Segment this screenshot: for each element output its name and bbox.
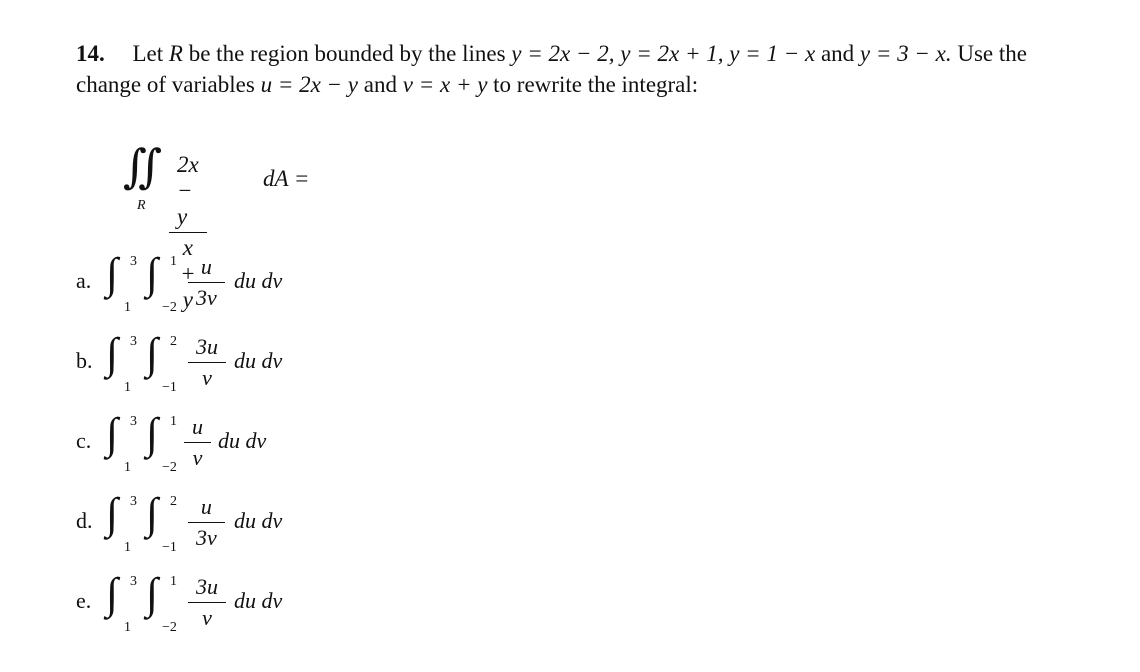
problem-text-1: Let <box>132 41 164 66</box>
option-label: b. <box>76 348 93 373</box>
option-label: e. <box>76 588 92 613</box>
problem-statement <box>76 38 1066 100</box>
problem-number: 14. <box>76 41 105 66</box>
outer-lower: 1 <box>124 380 131 395</box>
option-denominator: 3v <box>188 522 225 551</box>
inner-integral-sign: ∫ <box>146 329 159 378</box>
inner-lower: −2 <box>162 300 177 315</box>
inner-upper: 1 <box>170 414 177 429</box>
problem-text-3: Use the change of variables <box>76 41 1027 97</box>
option-fraction <box>188 414 207 471</box>
outer-integral-sign: ∫ <box>106 409 119 458</box>
inner-lower: −2 <box>162 460 177 475</box>
line-2: y = 2x + 1, <box>620 41 724 66</box>
outer-integral-sign: ∫ <box>106 489 119 538</box>
outer-upper: 3 <box>130 254 137 269</box>
option-label: d. <box>76 508 93 533</box>
option-denominator: 3v <box>188 282 225 311</box>
outer-integral-sign: ∫ <box>106 329 119 378</box>
inner-lower: −1 <box>162 540 177 555</box>
outer-lower: 1 <box>124 460 131 475</box>
integral-tail: dA = <box>263 166 310 191</box>
option-tail: du dv <box>234 508 283 533</box>
outer-integral-sign: ∫ <box>106 249 119 298</box>
option[interactable] <box>76 328 496 398</box>
inner-upper: 1 <box>170 574 177 589</box>
line-3: y = 1 − x <box>729 41 816 66</box>
problem-text-4: to rewrite the integral: <box>493 72 699 97</box>
outer-upper: 3 <box>130 334 137 349</box>
outer-lower: 1 <box>124 300 131 315</box>
option-denominator: v <box>188 602 226 631</box>
option-tail: du dv <box>234 588 283 613</box>
integrand-numerator: 2x − y <box>177 152 199 229</box>
option-numerator: 3u <box>196 574 218 599</box>
option-fraction <box>192 254 221 311</box>
option-tail: du dv <box>218 428 267 453</box>
option-fraction <box>192 574 222 631</box>
outer-lower: 1 <box>124 620 131 635</box>
and-word-2: and <box>363 72 397 97</box>
outer-upper: 3 <box>130 574 137 589</box>
inner-lower: −2 <box>162 620 177 635</box>
region-var: R <box>168 41 183 66</box>
double-integral-sign: ∬ <box>123 141 163 192</box>
option-numerator: u <box>200 494 212 519</box>
inner-upper: 1 <box>170 254 177 269</box>
outer-lower: 1 <box>124 540 131 555</box>
option-denominator: v <box>184 442 211 471</box>
inner-integral-sign: ∫ <box>146 569 159 618</box>
option-denominator: v <box>188 362 226 391</box>
option-numerator: 3u <box>196 334 218 359</box>
inner-integral-sign: ∫ <box>146 249 159 298</box>
outer-integral-sign: ∫ <box>106 569 119 618</box>
integrand-denominator: x + y <box>169 232 207 313</box>
line-4: y = 3 − x. <box>859 41 952 66</box>
option-label: c. <box>76 428 92 453</box>
option-numerator: u <box>192 414 203 439</box>
option[interactable] <box>76 568 496 638</box>
option-tail: du dv <box>234 268 283 293</box>
inner-integral-sign: ∫ <box>146 489 159 538</box>
problem-text-2: be the region bounded by the lines <box>188 41 506 66</box>
option[interactable] <box>76 408 496 478</box>
option[interactable] <box>76 248 496 318</box>
inner-lower: −1 <box>162 380 177 395</box>
option-numerator: u <box>200 254 212 279</box>
sub-u: u = 2x − y <box>260 72 359 97</box>
outer-upper: 3 <box>130 494 137 509</box>
inner-upper: 2 <box>170 494 177 509</box>
option-fraction <box>192 494 221 551</box>
inner-integral-sign: ∫ <box>146 409 159 458</box>
outer-upper: 3 <box>130 414 137 429</box>
option[interactable] <box>76 488 496 558</box>
sub-v: v = x + y <box>402 72 488 97</box>
option-label: a. <box>76 268 92 293</box>
option-fraction <box>192 334 222 391</box>
option-tail: du dv <box>234 348 283 373</box>
line-1: y = 2x − 2, <box>511 41 615 66</box>
inner-upper: 2 <box>170 334 177 349</box>
region-subscript: R <box>137 198 146 213</box>
and-word: and <box>820 41 855 66</box>
